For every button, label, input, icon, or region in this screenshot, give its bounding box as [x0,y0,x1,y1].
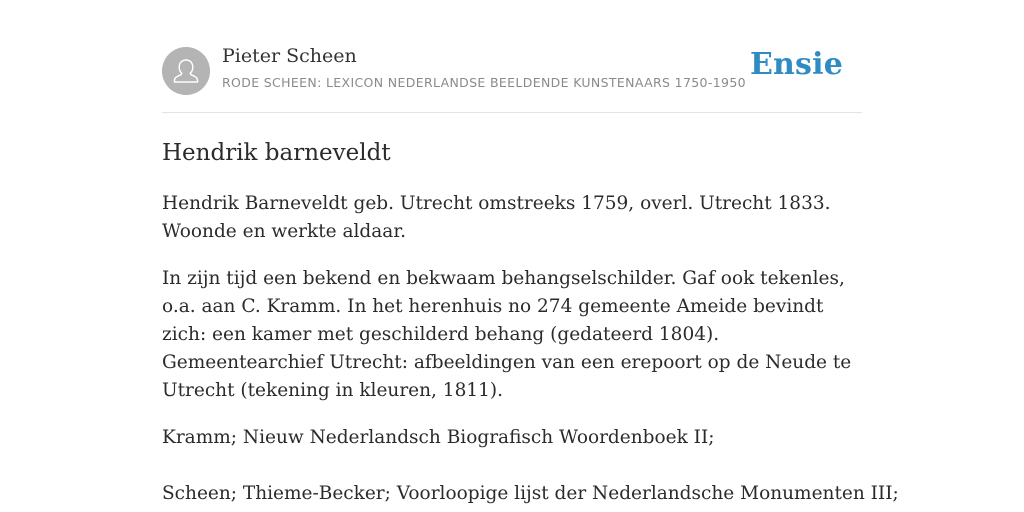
author-avatar[interactable] [162,47,210,95]
reference-line: Kramm; Nieuw Nederlandsch Biografisch Woordenboek II; [162,427,715,448]
source-title[interactable]: RODE SCHEEN: LEXICON NEDERLANDSE BEELDENDE KUNSTENAARS 1750-1950 [222,75,746,90]
article-header [162,0,862,113]
author-name[interactable]: Pieter Scheen [222,45,357,67]
user-icon [162,47,210,95]
article-body [162,190,899,512]
paragraph-description: In zijn tijd een bekend en bekwaam behangselschilder. Gaf ook tekenles, o.a. aan C. Kramm. In het herenhuis no 274 gemeente Ameide bevindt zich: een kamer met geschilderd behang (gedateerd 1804). Gemeentearchief Utrecht: afbeeldingen van een erepoort op de Neude te Utrecht (tekening in kleuren, 1811). [162,268,852,401]
ensie-logo[interactable]: Ensie [749,47,843,82]
paragraph-biography: Hendrik Barneveldt geb. Utrecht omstreeks 1759, overl. Utrecht 1833. Woonde en werkte aldaar. [162,193,831,242]
reference-line: Scheen; Thieme-Becker; Voorloopige lijst der Nederlandsche Monumenten III; [162,483,899,504]
article-card [162,0,899,504]
page-title: Hendrik barneveldt [162,140,391,166]
